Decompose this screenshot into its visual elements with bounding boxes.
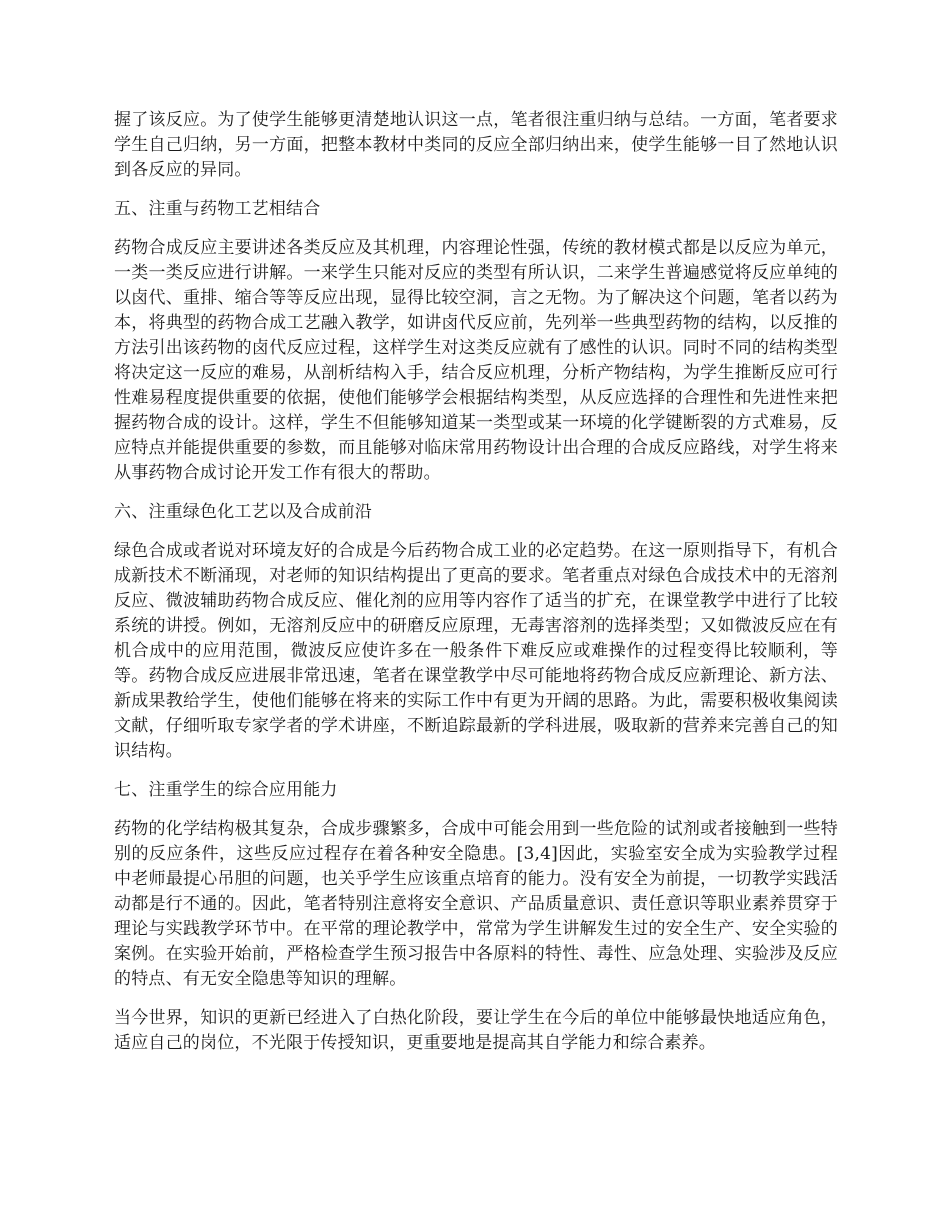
section-heading-7: 七、注重学生的综合应用能力 bbox=[114, 780, 338, 800]
paragraph-reaction-summary: 握了该反应。为了使学生能够更清楚地认识这一点，笔者很注重归纳与总结。一方面，笔者要求学生自己归纳，另一方面，把整本教材中类同的反应全部归纳出来，使学生能够一目了然地认识到各反应的异同。 bbox=[114, 110, 838, 180]
paragraph-conclusion: 当今世界，知识的更新已经进入了白热化阶段，要让学生在今后的单位中能够最快地适应角色，适应自己的岗位，不光限于传授知识，更重要地是提高其自学能力和综合素养。 bbox=[114, 1008, 838, 1053]
paragraph-drug-process: 药物合成反应主要讲述各类反应及其机理，内容理论性强，传统的教材模式都是以反应为单元，一类一类反应进行讲解。一来学生只能对反应的类型有所认识，二来学生普遍感觉将反应单纯的以卤代、重排、缩合等等反应出现，显得比较空洞，言之无物。为了解决这个问题，笔者以药为本，将典型的药物合成工艺融入教学，如讲卤代反应前，先列举一些典型药物的结构，以反推的方法引出该药物的卤代反应过程，这样学生对这类反应就有了感性的认识。同时不同的结构类型将决定这一反应的难易，从剖析结构入手，结合反应机理，分析产物结构，为学生推断反应可行性难易程度提供重要的依据，使他们能够学会根据结构类型，从反应选择的合理性和先进性来把握药物合成的设计。这样，学生不但能够知道某一类型或某一环境的化学键断裂的方式难易，反应特点并能提供重要的参数，而且能够对临床常用药物设计出合理的合成反应路线，对学生将来从事药物合成讨论开发工作有很大的帮助。 bbox=[114, 238, 838, 483]
section-heading-6: 六、注重绿色化工艺以及合成前沿 bbox=[114, 502, 372, 522]
section-heading-5: 五、注重与药物工艺相结合 bbox=[114, 199, 321, 219]
paragraph-green-synthesis: 绿色合成或者说对环境友好的合成是今后药物合成工业的必定趋势。在这一原则指导下，有机合成新技术不断涌现，对老师的知识结构提出了更高的要求。笔者重点对绿色合成技术中的无溶剂反应、微波辅助药物合成反应、催化剂的应用等内容作了适当的扩充，在课堂教学中进行了比较系统的讲授。例如，无溶剂反应中的研磨反应原理，无毒害溶剂的选择类型；又如微波反应在有机合成中的应用范围，微波反应使许多在一般条件下难反应或难操作的过程变得比较顺利，等等。药物合成反应进展非常迅速，笔者在课堂教学中尽可能地将药物合成反应新理论、新方法、新成果教给学生，使他们能够在将来的实际工作中有更为开阔的思路。为此，需要积极收集阅读文献，仔细听取专家学者的学术讲座，不断追踪最新的学科进展，吸取新的营养来完善自己的知识结构。 bbox=[114, 541, 838, 761]
document-body bbox=[114, 108, 838, 1070]
paragraph-lab-safety: 药物的化学结构极其复杂，合成步骤繁多，合成中可能会用到一些危险的试剂或者接触到一些特别的反应条件，这些反应过程存在着各种安全隐患。[3,4]因此，实验室安全成为实验教学过程中老师最提心吊胆的问题，也关乎学生应该重点培育的能力。没有安全为前提，一切教学实践活动都是行不通的。因此，笔者特别注意将安全意识、产品质量意识、责任意识等职业素养贯穿于理论与实践教学环节中。在平常的理论教学中，常常为学生讲解发生过的安全生产、安全实验的案例。在实验开始前，严格检查学生预习报告中各原料的特性、毒性、应急处理、实验涉及反应的特点、有无安全隐患等知识的理解。 bbox=[114, 819, 838, 989]
